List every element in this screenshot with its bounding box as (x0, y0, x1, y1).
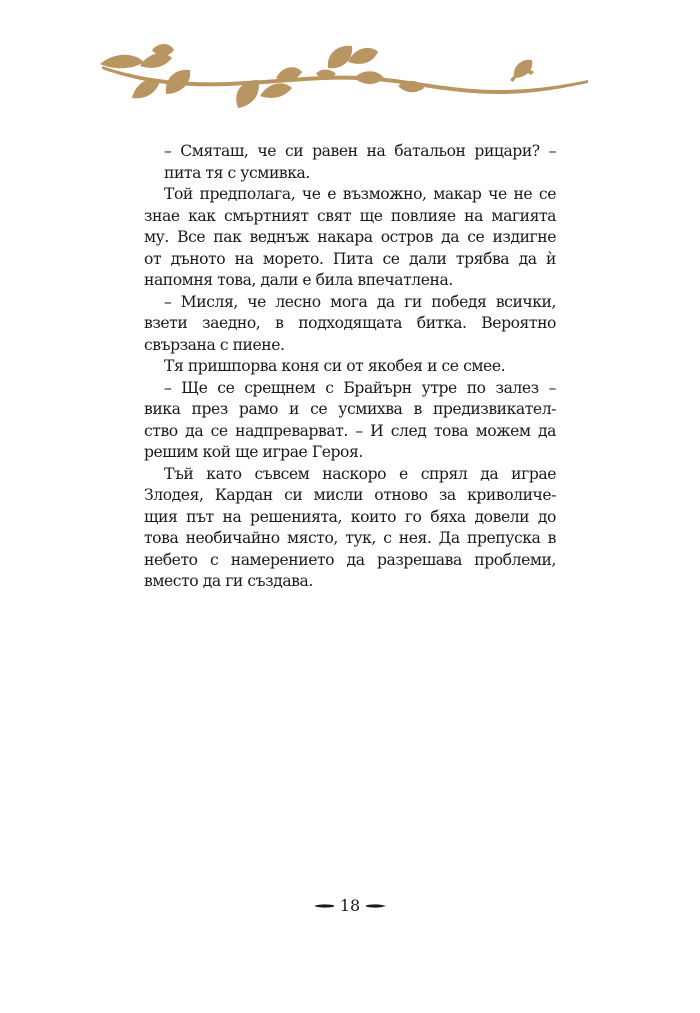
leaf (514, 60, 533, 78)
text-line: Той предполага, че е възможно, макар че не се (164, 185, 556, 203)
text-line: – Мисля, че лесно мога да ги победя всички, (164, 292, 556, 311)
text-line: Тъй като съвсем наскоро е спрял да играе (164, 464, 556, 483)
leaf (100, 55, 144, 69)
text-line: напомня това, дали е била впечатлена. (144, 271, 453, 289)
paragraph (144, 141, 556, 184)
paragraph (144, 184, 556, 292)
text-line: Тя пришпорва коня си от якобея и се смее. (164, 357, 506, 375)
leaf (328, 46, 352, 69)
text-line: пита тя с усмивка. (164, 163, 310, 182)
text-line: това необичайно място, тук, с нея. Да препуска в (144, 529, 556, 547)
text-line: свързана с пиене. (144, 335, 285, 354)
text-line: щия път на решенията, които го бяха довели до (144, 507, 556, 526)
leaf (166, 70, 190, 94)
paragraph (144, 378, 556, 464)
page-footer (0, 896, 700, 915)
text-line: – Смяташ, че си равен на батальон рицари? – (164, 142, 556, 160)
text-line: взети заедно, в подходящата битка. Вероятно (144, 314, 556, 332)
text-line: вика през рамо и се усмихва в предизвикател- (144, 400, 556, 418)
text-line: Злодея, Кардан си мисли отново за криволиче- (144, 486, 556, 504)
paragraph (144, 464, 556, 593)
text-line: му. Все пак веднъж накара остров да се издигне (144, 228, 556, 246)
right-swash-icon (366, 903, 386, 909)
body-text (144, 141, 556, 593)
text-line: от дъното на морето. Пита се дали трябва да ѝ (144, 249, 556, 268)
leaf (354, 71, 384, 84)
text-line: небето с намерението да разрешава проблеми, (144, 550, 556, 569)
left-swash-icon (314, 903, 334, 909)
page-number: 18 (339, 896, 361, 915)
text-line: – Ще се срещнем с Брайърн утре по залез – (164, 378, 556, 397)
paragraph (144, 356, 556, 378)
leaf (260, 83, 292, 98)
paragraph (144, 292, 556, 357)
leaf (132, 79, 160, 99)
text-line: вместо да ги създава. (144, 572, 313, 590)
leaf (140, 53, 172, 68)
text-line: решим кой ще играе Героя. (144, 443, 363, 461)
text-line: знае как смъртният свят ще повлияе на магията (144, 206, 556, 225)
leafy-vine-ornament (98, 38, 590, 116)
text-line: ство да се надпреварват. – И след това можем да (144, 421, 556, 440)
leaf (348, 48, 378, 64)
